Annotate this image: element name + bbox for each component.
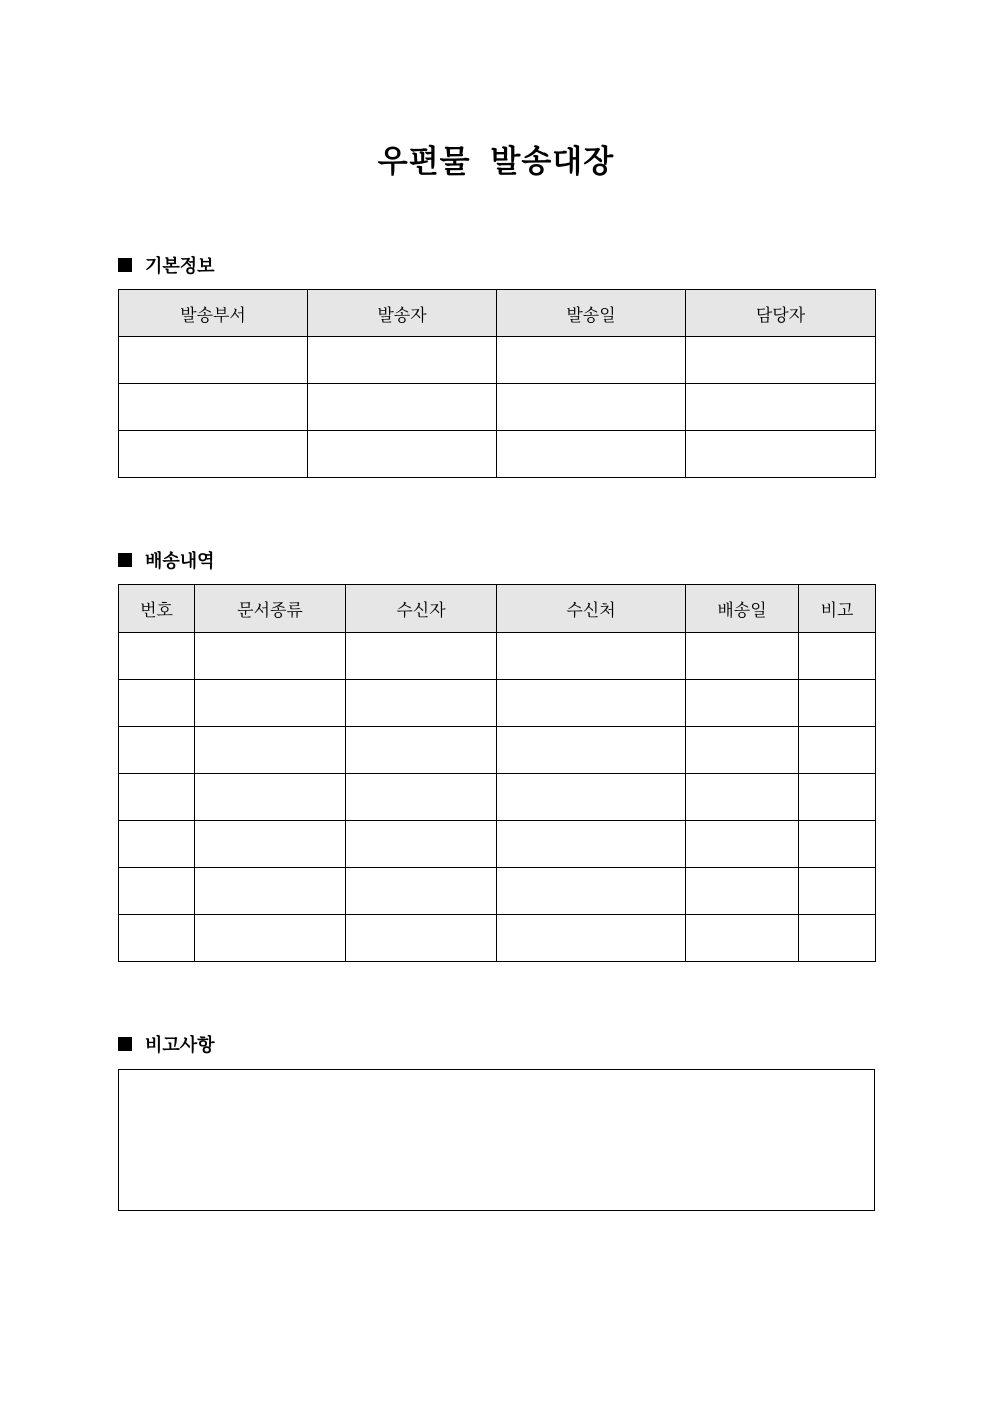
header-cell: 수신자 — [346, 585, 497, 633]
table-cell[interactable] — [346, 727, 497, 774]
table-cell[interactable] — [119, 915, 195, 962]
table-row — [119, 821, 876, 868]
table-row — [119, 727, 876, 774]
table-cell[interactable] — [497, 727, 686, 774]
table-header-row — [119, 585, 876, 633]
header-cell: 배송일 — [686, 585, 799, 633]
table-cell[interactable] — [497, 868, 686, 915]
table-cell[interactable] — [686, 431, 876, 478]
table-cell[interactable] — [497, 384, 686, 431]
header-cell: 수신처 — [497, 585, 686, 633]
table-cell[interactable] — [119, 821, 195, 868]
table-cell[interactable] — [686, 727, 799, 774]
basic-info-table — [118, 289, 876, 478]
table-cell[interactable] — [119, 680, 195, 727]
table-row — [119, 633, 876, 680]
table-row — [119, 431, 876, 478]
table-cell[interactable] — [799, 633, 876, 680]
table-cell[interactable] — [119, 868, 195, 915]
table-cell[interactable] — [497, 337, 686, 384]
table-cell[interactable] — [119, 633, 195, 680]
delivery-table — [118, 584, 876, 962]
table-cell[interactable] — [686, 337, 876, 384]
section-remarks-heading — [118, 1032, 215, 1056]
table-cell[interactable] — [686, 384, 876, 431]
square-bullet-icon — [118, 1037, 132, 1051]
table-cell[interactable] — [799, 868, 876, 915]
table-cell[interactable] — [308, 431, 497, 478]
table-cell[interactable] — [497, 680, 686, 727]
header-cell: 발송자 — [308, 290, 497, 337]
table-row — [119, 868, 876, 915]
table-cell[interactable] — [195, 915, 346, 962]
table-cell[interactable] — [195, 727, 346, 774]
table-cell[interactable] — [799, 680, 876, 727]
table-cell[interactable] — [686, 774, 799, 821]
table-cell[interactable] — [119, 384, 308, 431]
table-cell[interactable] — [119, 727, 195, 774]
table-cell[interactable] — [686, 633, 799, 680]
table-cell[interactable] — [686, 680, 799, 727]
table-row — [119, 915, 876, 962]
table-cell[interactable] — [346, 633, 497, 680]
table-cell[interactable] — [195, 821, 346, 868]
header-cell: 문서종류 — [195, 585, 346, 633]
table-row — [119, 384, 876, 431]
header-cell: 번호 — [119, 585, 195, 633]
table-cell[interactable] — [497, 431, 686, 478]
table-cell[interactable] — [346, 868, 497, 915]
header-cell: 발송일 — [497, 290, 686, 337]
table-cell[interactable] — [497, 633, 686, 680]
table-header-row — [119, 290, 876, 337]
table-cell[interactable] — [195, 774, 346, 821]
table-row — [119, 337, 876, 384]
table-cell[interactable] — [119, 337, 308, 384]
table-cell[interactable] — [799, 727, 876, 774]
table-cell[interactable] — [346, 915, 497, 962]
header-cell: 담당자 — [686, 290, 876, 337]
table-row — [119, 774, 876, 821]
table-cell[interactable] — [799, 915, 876, 962]
table-cell[interactable] — [497, 915, 686, 962]
table-cell[interactable] — [308, 384, 497, 431]
table-row — [119, 680, 876, 727]
section-delivery-heading — [118, 548, 215, 572]
section-delivery-title: 배송내역 — [145, 551, 215, 572]
table-cell[interactable] — [497, 774, 686, 821]
table-cell[interactable] — [119, 774, 195, 821]
table-cell[interactable] — [799, 774, 876, 821]
table-cell[interactable] — [497, 821, 686, 868]
table-cell[interactable] — [346, 774, 497, 821]
table-cell[interactable] — [346, 680, 497, 727]
table-cell[interactable] — [195, 868, 346, 915]
table-cell[interactable] — [686, 915, 799, 962]
document-title: 우편물 발송대장 — [377, 144, 615, 180]
square-bullet-icon — [118, 553, 132, 567]
header-cell: 비고 — [799, 585, 876, 633]
header-cell: 발송부서 — [119, 290, 308, 337]
section-remarks-title: 비고사항 — [145, 1035, 215, 1056]
table-cell[interactable] — [799, 821, 876, 868]
section-basic-title: 기본정보 — [145, 256, 215, 277]
square-bullet-icon — [118, 258, 132, 272]
table-cell[interactable] — [119, 431, 308, 478]
table-cell[interactable] — [686, 821, 799, 868]
table-cell[interactable] — [346, 821, 497, 868]
table-cell[interactable] — [308, 337, 497, 384]
table-cell[interactable] — [686, 868, 799, 915]
section-basic-heading — [118, 253, 215, 277]
table-cell[interactable] — [195, 633, 346, 680]
remarks-box[interactable] — [118, 1069, 875, 1211]
table-cell[interactable] — [195, 680, 346, 727]
